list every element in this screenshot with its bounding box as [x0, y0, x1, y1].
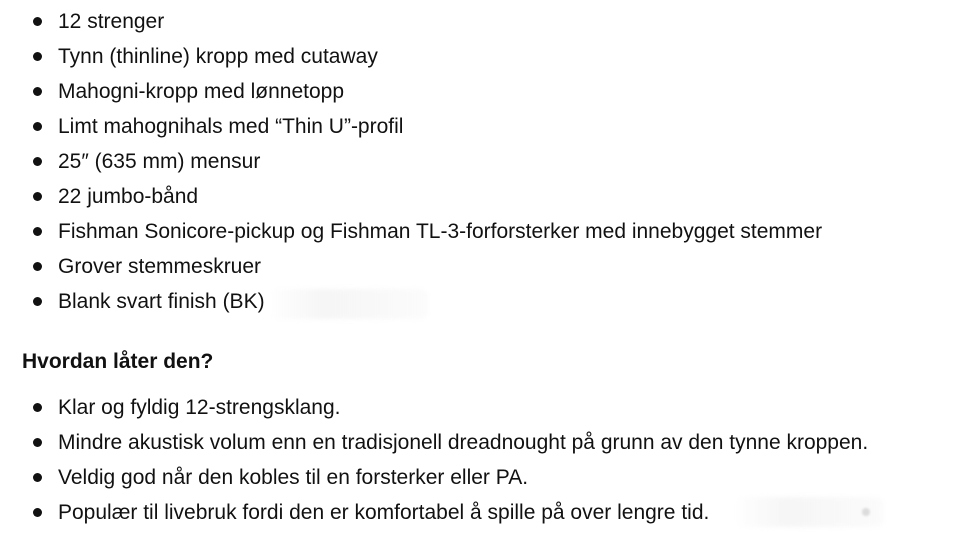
list-item-text: 12 strenger	[58, 10, 165, 33]
list-item	[0, 74, 822, 109]
list-item	[0, 179, 822, 214]
bullet-icon	[33, 122, 42, 131]
spec-list	[0, 4, 822, 319]
list-item-text: Grover stemmeskruer	[58, 255, 262, 278]
list-item	[0, 4, 822, 39]
list-item	[0, 109, 822, 144]
bullet-icon	[33, 403, 42, 412]
list-item-text: Fishman Sonicore-pickup og Fishman TL-3-forforsterker med innebygget stemmer	[58, 220, 823, 243]
list-item-text: Tynn (thinline) kropp med cutaway	[58, 45, 378, 68]
list-item	[0, 214, 822, 249]
bullet-icon	[33, 508, 42, 517]
list-item	[0, 39, 822, 74]
bullet-icon	[33, 157, 42, 166]
streaming-fade-overlay	[268, 289, 428, 319]
list-item-text: Mindre akustisk volum enn en tradisjonell dreadnought på grunn av den tynne kroppen.	[58, 431, 869, 454]
bullet-icon	[33, 473, 42, 482]
list-item-text: Klar og fyldig 12-strengsklang.	[58, 396, 341, 419]
list-item-text: 22 jumbo-bånd	[58, 185, 199, 208]
list-item	[0, 249, 822, 284]
section-heading: Hvordan låter den?	[22, 350, 214, 373]
list-item	[0, 390, 868, 425]
list-item-text: Mahogni-kropp med lønnetopp	[58, 80, 345, 103]
bullet-icon	[33, 17, 42, 26]
list-item-text: 25″ (635 mm) mensur	[58, 150, 261, 173]
bullet-icon	[33, 52, 42, 61]
streaming-cursor-icon	[862, 508, 870, 516]
bullet-icon	[33, 227, 42, 236]
list-item	[0, 425, 868, 460]
bullet-icon	[33, 87, 42, 96]
list-item-text: Populær til livebruk fordi den er komfortabel å spille på over lengre tid.	[58, 501, 710, 524]
bullet-icon	[33, 192, 42, 201]
list-item	[0, 144, 822, 179]
bullet-icon	[33, 262, 42, 271]
list-item	[0, 460, 868, 495]
list-item-text: Limt mahognihals med “Thin U”-profil	[58, 115, 404, 138]
list-item-text: Blank svart finish (BK)	[58, 290, 265, 313]
bullet-icon	[33, 438, 42, 447]
bullet-icon	[33, 297, 42, 306]
list-item-text: Veldig god når den kobles til en forsterker eller PA.	[58, 466, 529, 489]
